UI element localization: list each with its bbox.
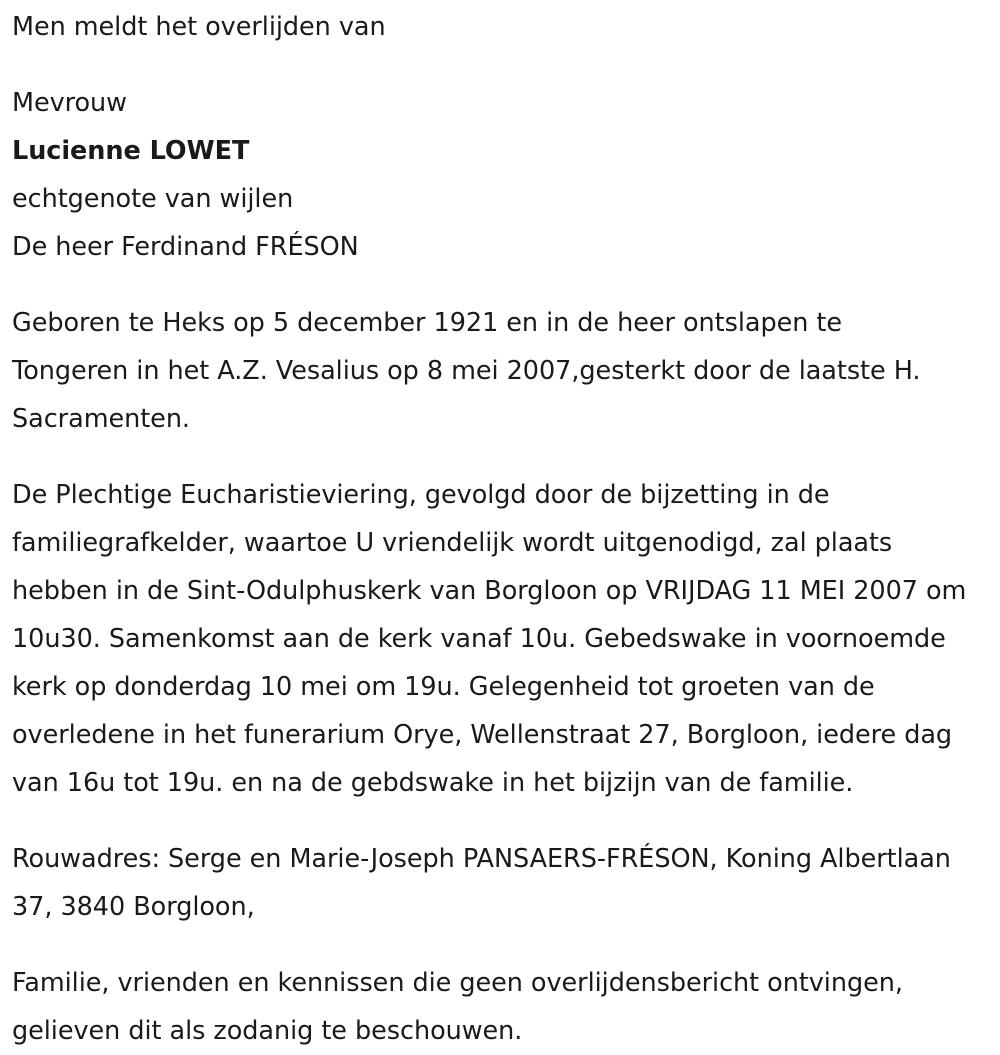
salutation-line: Mevrouw — [12, 88, 127, 118]
service-line-4: 10u30. Samenkomst aan de kerk vanaf 10u. Gebedswake in voornoemde — [12, 624, 946, 654]
service-line-5: kerk op donderdag 10 mei om 19u. Gelegenheid tot groeten van de — [12, 672, 875, 702]
paragraph-service-details — [12, 471, 992, 807]
service-line-2: familiegrafkelder, waartoe U vriendelijk wordt uitgenodigd, zal plaats — [12, 528, 893, 558]
paragraph-closing-note — [12, 959, 992, 1055]
birth-death-line-3: Sacramenten. — [12, 404, 190, 434]
service-line-3: hebben in de Sint-Odulphuskerk van Borgloon op VRIJDAG 11 MEI 2007 om — [12, 576, 967, 606]
paragraph-identity — [12, 79, 992, 271]
closing-note-line-2: gelieven dit als zodanig te beschouwen. — [12, 1016, 523, 1046]
spouse-relation-line: echtgenote van wijlen — [12, 184, 294, 214]
mourning-address-line-1: Rouwadres: Serge en Marie-Joseph PANSAERS-FRÉSON, Koning Albertlaan — [12, 844, 951, 874]
paragraph-birth-death — [12, 299, 992, 443]
service-line-6: overledene in het funerarium Orye, Wellenstraat 27, Borgloon, iedere dag — [12, 720, 953, 750]
closing-note-line-1: Familie, vrienden en kennissen die geen overlijdensbericht ontvingen, — [12, 968, 903, 998]
birth-death-line-1: Geboren te Heks op 5 december 1921 en in de heer ontslapen te — [12, 308, 842, 338]
deceased-name: Lucienne LOWET — [12, 136, 250, 166]
service-line-1: De Plechtige Eucharistieviering, gevolgd door de bijzetting in de — [12, 480, 830, 510]
intro-line-1: Men meldt het overlijden van — [12, 12, 386, 42]
paragraph-intro — [12, 3, 992, 51]
service-line-7: van 16u tot 19u. en na de gebdswake in het bijzijn van de familie. — [12, 768, 854, 798]
paragraph-mourning-address — [12, 835, 992, 931]
mourning-address-line-2: 37, 3840 Borgloon, — [12, 892, 255, 922]
spouse-name-line: De heer Ferdinand FRÉSON — [12, 232, 359, 262]
birth-death-line-2: Tongeren in het A.Z. Vesalius op 8 mei 2007,gesterkt door de laatste H. — [12, 356, 921, 386]
